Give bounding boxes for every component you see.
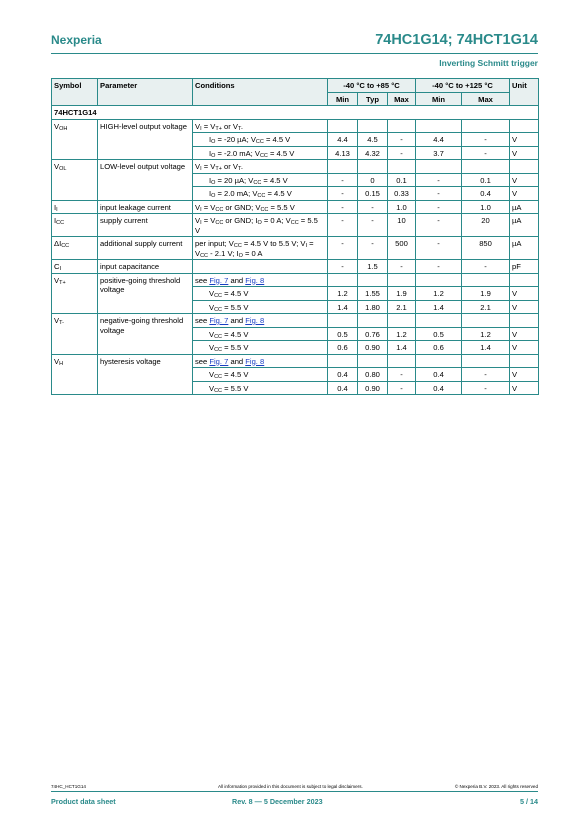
cell-conditions: $V_{CC} = 5.5$ V [193, 381, 328, 395]
cell-max2: 850 [462, 237, 510, 260]
cell-typ [358, 273, 388, 287]
cell-conditions: see Fig. 7 and Fig. 8 [193, 354, 328, 368]
cell-unit: V [510, 341, 539, 355]
cell-max: - [388, 381, 416, 395]
cell-max2: - [462, 133, 510, 147]
cell-conditions: $V_I = V_{T+}$ or $V_{T-}$ [193, 119, 328, 133]
cell-max: 1.2 [388, 327, 416, 341]
cell-min2 [416, 314, 462, 328]
cell-max: - [388, 260, 416, 274]
cell-min: 4.13 [328, 146, 358, 160]
brand-name: Nexperia [51, 33, 102, 47]
cell-conditions: $V_{CC} = 4.5$ V [193, 327, 328, 341]
section-label: 74HCT1G14 [52, 106, 539, 120]
cell-symbol: $V_H$ [52, 354, 98, 395]
cell-min: 0.4 [328, 368, 358, 382]
table-row [52, 314, 539, 328]
cell-unit: V [510, 146, 539, 160]
cell-min: - [328, 260, 358, 274]
cell-min2 [416, 354, 462, 368]
cell-min: 0.6 [328, 341, 358, 355]
header-rule [51, 53, 538, 54]
cell-unit: V [510, 287, 539, 301]
cell-typ: 4.32 [358, 146, 388, 160]
cell-symbol: $V_{T+}$ [52, 273, 98, 314]
header-parameter: Parameter [98, 79, 193, 106]
cell-unit [510, 160, 539, 174]
cell-max2: - [462, 381, 510, 395]
cell-max: - [388, 146, 416, 160]
cell-unit: V [510, 187, 539, 201]
cell-unit: V [510, 300, 539, 314]
cell-max2: - [462, 146, 510, 160]
cell-min: 1.2 [328, 287, 358, 301]
cell-conditions: $I_O = 20$ µA; $V_{CC} = 4.5$ V [193, 173, 328, 187]
cell-parameter: hysteresis voltage [98, 354, 193, 395]
cell-typ: 0.76 [358, 327, 388, 341]
cell-typ: 0.15 [358, 187, 388, 201]
cell-typ: 1.55 [358, 287, 388, 301]
cell-unit: µA [510, 237, 539, 260]
cell-unit: V [510, 173, 539, 187]
header-conditions: Conditions [193, 79, 328, 106]
document-subtitle: Inverting Schmitt trigger [439, 58, 538, 68]
cell-typ [358, 354, 388, 368]
cell-conditions: $V_{CC} = 5.5$ V [193, 341, 328, 355]
cell-min2: - [416, 173, 462, 187]
cell-max2 [462, 160, 510, 174]
cell-max2 [462, 314, 510, 328]
cell-unit: µA [510, 214, 539, 237]
table-row [52, 200, 539, 214]
cell-typ: 0.80 [358, 368, 388, 382]
cell-min2: - [416, 187, 462, 201]
table-row [52, 273, 539, 287]
cell-conditions: $I_O = 2.0$ mA; $V_{CC} = 4.5$ V [193, 187, 328, 201]
fig-8-link[interactable]: Fig. 8 [245, 275, 265, 285]
cell-max2: 1.4 [462, 341, 510, 355]
cell-conditions: see Fig. 7 and Fig. 8 [193, 273, 328, 287]
cell-max2: 0.4 [462, 187, 510, 201]
cell-max: 10 [388, 214, 416, 237]
cell-min2: 0.4 [416, 381, 462, 395]
cell-conditions: see Fig. 7 and Fig. 8 [193, 314, 328, 328]
cell-max2: 20 [462, 214, 510, 237]
footer-page: 5 / 14 [520, 797, 538, 806]
cell-max [388, 354, 416, 368]
cell-max2 [462, 119, 510, 133]
cell-typ: - [358, 200, 388, 214]
cell-conditions: $V_{CC} = 4.5$ V [193, 287, 328, 301]
cell-min2: 1.4 [416, 300, 462, 314]
cell-min [328, 314, 358, 328]
cell-unit: V [510, 368, 539, 382]
cell-min2: 4.4 [416, 133, 462, 147]
cell-conditions [193, 260, 328, 274]
cell-min2 [416, 273, 462, 287]
cell-min: - [328, 237, 358, 260]
header-unit: Unit [510, 79, 539, 106]
fig-7-link[interactable]: Fig. 7 [209, 316, 229, 325]
footer-rule [51, 791, 538, 792]
header-symbol: Symbol [52, 79, 98, 106]
fig-7-link[interactable]: Fig. 7 [209, 275, 229, 285]
cell-parameter: negative-going threshold voltage [98, 314, 193, 355]
cell-min: - [328, 173, 358, 187]
cell-unit: µA [510, 200, 539, 214]
cell-min2: - [416, 237, 462, 260]
cell-min2: 3.7 [416, 146, 462, 160]
cell-max2: 1.0 [462, 200, 510, 214]
cell-unit [510, 354, 539, 368]
table-row [52, 354, 539, 368]
cell-min: - [328, 187, 358, 201]
cell-min2: 0.4 [416, 368, 462, 382]
cell-typ [358, 160, 388, 174]
cell-unit: V [510, 133, 539, 147]
cell-typ: 0.90 [358, 381, 388, 395]
cell-max: 2.1 [388, 300, 416, 314]
cell-conditions: $V_{CC} = 5.5$ V [193, 300, 328, 314]
cell-parameter: input leakage current [98, 200, 193, 214]
table-row [52, 214, 539, 237]
cell-unit [510, 273, 539, 287]
cell-min: 0.5 [328, 327, 358, 341]
footer-revision: Rev. 8 — 5 December 2023 [232, 797, 323, 806]
cell-max2: - [462, 260, 510, 274]
header-min-125: Min [416, 92, 462, 106]
cell-typ [358, 119, 388, 133]
cell-unit: V [510, 381, 539, 395]
cell-typ: 4.5 [358, 133, 388, 147]
header-max: Max [388, 92, 416, 106]
cell-symbol: $V_{T-}$ [52, 314, 98, 355]
cell-max2: 0.1 [462, 173, 510, 187]
document-title: 74HC1G14; 74HCT1G14 [375, 32, 538, 48]
cell-max2 [462, 354, 510, 368]
cell-conditions: per input; $V_{CC} = 4.5$ V to 5.5 V; $V_I = V_{CC} - 2.1$ V; $I_O = 0$ A [193, 237, 328, 260]
cell-min [328, 354, 358, 368]
cell-max2: - [462, 368, 510, 382]
cell-conditions: $I_O = -20$ µA; $V_{CC} = 4.5$ V [193, 133, 328, 147]
cell-min [328, 273, 358, 287]
cell-symbol: $I_{CC}$ [52, 214, 98, 237]
header-range-125: -40 °C to +125 °C [416, 79, 510, 93]
cell-max [388, 160, 416, 174]
cell-min2: - [416, 200, 462, 214]
cell-typ: 1.5 [358, 260, 388, 274]
cell-conditions: $V_{CC} = 4.5$ V [193, 368, 328, 382]
cell-min: 0.4 [328, 381, 358, 395]
cell-min2: 0.6 [416, 341, 462, 355]
cell-symbol: $V_{OH}$ [52, 119, 98, 160]
cell-min2: 1.2 [416, 287, 462, 301]
cell-parameter: HIGH-level output voltage [98, 119, 193, 160]
cell-min2: - [416, 260, 462, 274]
cell-typ: - [358, 237, 388, 260]
fig-7-link[interactable]: Fig. 7 [209, 356, 229, 366]
cell-symbol: $I_I$ [52, 200, 98, 214]
header-max-125: Max [462, 92, 510, 106]
cell-max2: 2.1 [462, 300, 510, 314]
cell-conditions: $V_I = V_{CC}$ or GND; $I_O = 0$ A; $V_{CC} = 5.5$ V [193, 214, 328, 237]
table-row [52, 260, 539, 274]
header-typ: Typ [358, 92, 388, 106]
table-row [52, 160, 539, 174]
cell-typ: 0.90 [358, 341, 388, 355]
cell-min [328, 160, 358, 174]
cell-typ: 0 [358, 173, 388, 187]
cell-parameter: LOW-level output voltage [98, 160, 193, 201]
header-range-85: -40 °C to +85 °C [328, 79, 416, 93]
cell-typ: 1.80 [358, 300, 388, 314]
cell-min2: 0.5 [416, 327, 462, 341]
cell-max: 500 [388, 237, 416, 260]
cell-typ [358, 314, 388, 328]
cell-max: - [388, 133, 416, 147]
cell-max [388, 119, 416, 133]
cell-max [388, 314, 416, 328]
cell-max [388, 273, 416, 287]
cell-typ: - [358, 214, 388, 237]
fig-8-link[interactable]: Fig. 8 [245, 316, 265, 325]
cell-unit [510, 119, 539, 133]
footer-doc-id: 74HC_HCT1G14 [51, 784, 86, 789]
cell-min2: - [416, 214, 462, 237]
cell-parameter: positive-going threshold voltage [98, 273, 193, 314]
footer-copyright: © Nexperia B.V. 2023. All rights reserved [454, 784, 538, 789]
header-min: Min [328, 92, 358, 106]
cell-max2: 1.2 [462, 327, 510, 341]
footer-doc-type: Product data sheet [51, 797, 116, 806]
cell-unit: V [510, 327, 539, 341]
cell-max: - [388, 368, 416, 382]
cell-conditions: $V_I = V_{T+}$ or $V_{T-}$ [193, 160, 328, 174]
cell-conditions: $I_O = -2.0$ mA; $V_{CC} = 4.5$ V [193, 146, 328, 160]
cell-min: - [328, 200, 358, 214]
cell-max2: 1.9 [462, 287, 510, 301]
characteristics-table [51, 78, 539, 395]
cell-min: 4.4 [328, 133, 358, 147]
cell-min [328, 119, 358, 133]
cell-max2 [462, 273, 510, 287]
cell-unit: pF [510, 260, 539, 274]
cell-conditions: $V_I = V_{CC}$ or GND; $V_{CC} = 5.5$ V [193, 200, 328, 214]
cell-max: 1.4 [388, 341, 416, 355]
cell-parameter: input capacitance [98, 260, 193, 274]
cell-parameter: additional supply current [98, 237, 193, 260]
cell-min2 [416, 160, 462, 174]
cell-min: - [328, 214, 358, 237]
cell-max: 0.33 [388, 187, 416, 201]
cell-max: 0.1 [388, 173, 416, 187]
footer-disclaimer: All information provided in this document is subject to legal disclaimers. [218, 784, 363, 789]
cell-symbol: $V_{OL}$ [52, 160, 98, 201]
cell-symbol: $\Delta I_{CC}$ [52, 237, 98, 260]
cell-max: 1.0 [388, 200, 416, 214]
table-row [52, 237, 539, 260]
cell-symbol: $C_I$ [52, 260, 98, 274]
fig-8-link[interactable]: Fig. 8 [245, 356, 265, 366]
cell-parameter: supply current [98, 214, 193, 237]
cell-min: 1.4 [328, 300, 358, 314]
cell-unit [510, 314, 539, 328]
cell-max: 1.9 [388, 287, 416, 301]
cell-min2 [416, 119, 462, 133]
table-row [52, 119, 539, 133]
